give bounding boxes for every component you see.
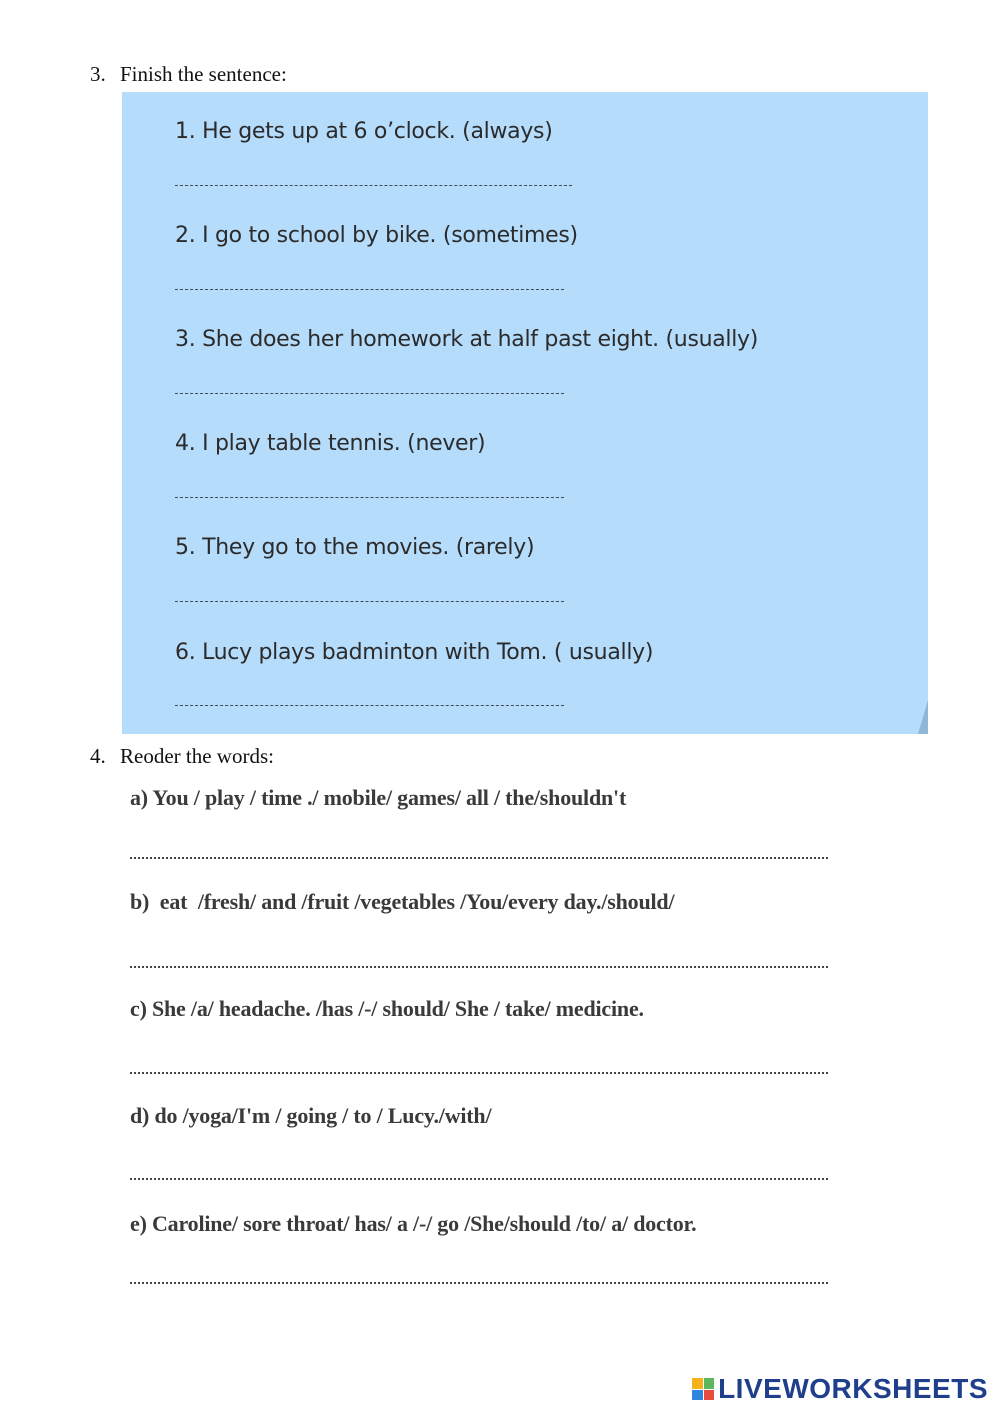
answer-line-b[interactable] [130, 966, 828, 968]
section-4-number: 4. [90, 744, 106, 768]
sentence-item-6: 6. Lucy plays badminton with Tom. ( usually) [175, 640, 654, 665]
reorder-item-d: d) do /yoga/I'm / going / to / Lucy./with/ [130, 1103, 492, 1128]
answer-line-3[interactable] [175, 393, 564, 394]
liveworksheets-logo-text: LIVEWORKSHEETS [718, 1373, 988, 1404]
sentence-item-4: 4. I play table tennis. (never) [175, 431, 486, 456]
section-3-title: Finish the sentence: [120, 62, 287, 86]
answer-line-1[interactable] [175, 185, 572, 186]
sentence-item-5: 5. They go to the movies. (rarely) [175, 535, 535, 560]
answer-line-a[interactable] [130, 857, 828, 859]
reorder-item-c: c) She /a/ headache. /has /-/ should/ She / take/ medicine. [130, 996, 644, 1021]
sentence-item-2: 2. I go to school by bike. (sometimes) [175, 223, 578, 248]
answer-line-2[interactable] [175, 289, 564, 290]
section-4-title: Reoder the words: [120, 744, 274, 768]
sentence-item-1: 1. He gets up at 6 o’clock. (always) [175, 119, 553, 144]
section-3-number: 3. [90, 62, 106, 86]
answer-line-e[interactable] [130, 1282, 828, 1284]
liveworksheets-logo [692, 1374, 988, 1404]
section-3-heading [90, 62, 287, 87]
answer-line-5[interactable] [175, 601, 564, 602]
answer-line-4[interactable] [175, 497, 564, 498]
answer-line-c[interactable] [130, 1072, 828, 1074]
liveworksheets-logo-icon [692, 1378, 714, 1400]
sentence-item-3: 3. She does her homework at half past eight. (usually) [175, 327, 759, 352]
reorder-item-e: e) Caroline/ sore throat/ has/ a /-/ go /She/should /to/ a/ doctor. [130, 1211, 697, 1236]
reorder-item-a: a) You / play / time ./ mobile/ games/ all / the/shouldn't [130, 785, 627, 810]
answer-line-6[interactable] [175, 705, 564, 706]
finish-sentence-box [122, 92, 928, 734]
answer-line-d[interactable] [130, 1178, 828, 1180]
section-4-heading [90, 744, 274, 769]
reorder-item-b: b) eat /fresh/ and /fruit /vegetables /You/every day./should/ [130, 889, 675, 914]
